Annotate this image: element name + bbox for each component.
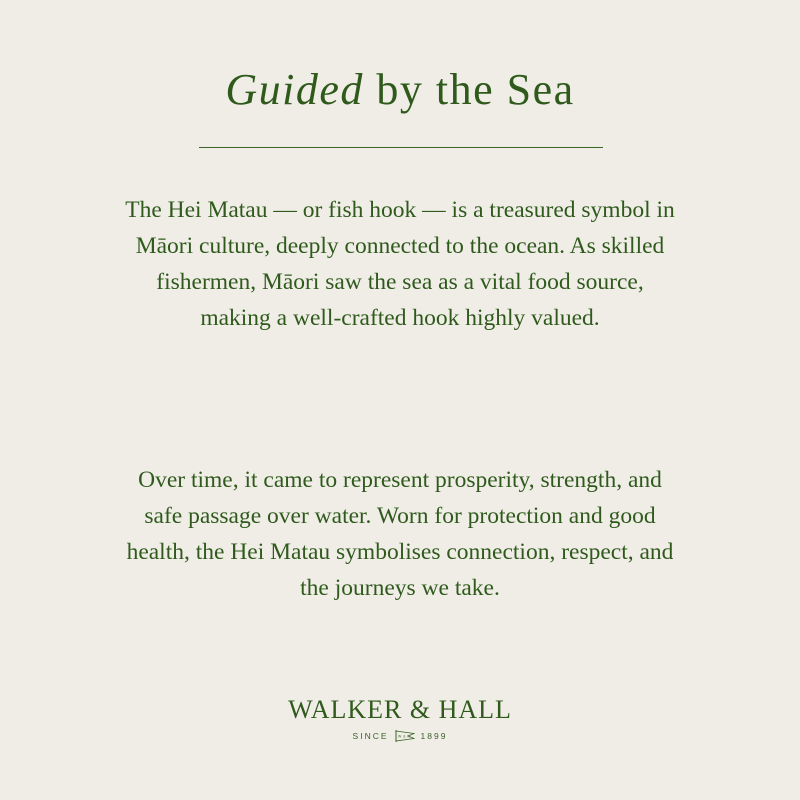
flag-text: W&H: [397, 734, 412, 739]
pennant-flag-icon: [395, 730, 415, 742]
title-divider: [199, 147, 603, 148]
page-title: [0, 62, 800, 118]
paragraph-intro: The Hei Matau — or fish hook — is a treasured symbol in Māori culture, deeply connected to the ocean. As skilled fishermen, Māori saw the sea as a vital food source, making a well-crafted hook highly valued.: [125, 197, 675, 331]
paragraph-meaning: Over time, it came to represent prosperity, strength, and safe passage over water. Worn for protection and good health, the Hei Matau symbolises connection, respect, and the journeys we take.: [126, 467, 674, 601]
brand-logo-wordmark: WALKER & HALL: [288, 695, 512, 724]
since-label: SINCE: [352, 731, 389, 741]
title-emphasis: Guided: [225, 65, 364, 114]
since-year: 1899: [420, 731, 448, 741]
brand-since-line: [0, 730, 800, 742]
title-rest: by the Sea: [363, 65, 575, 114]
